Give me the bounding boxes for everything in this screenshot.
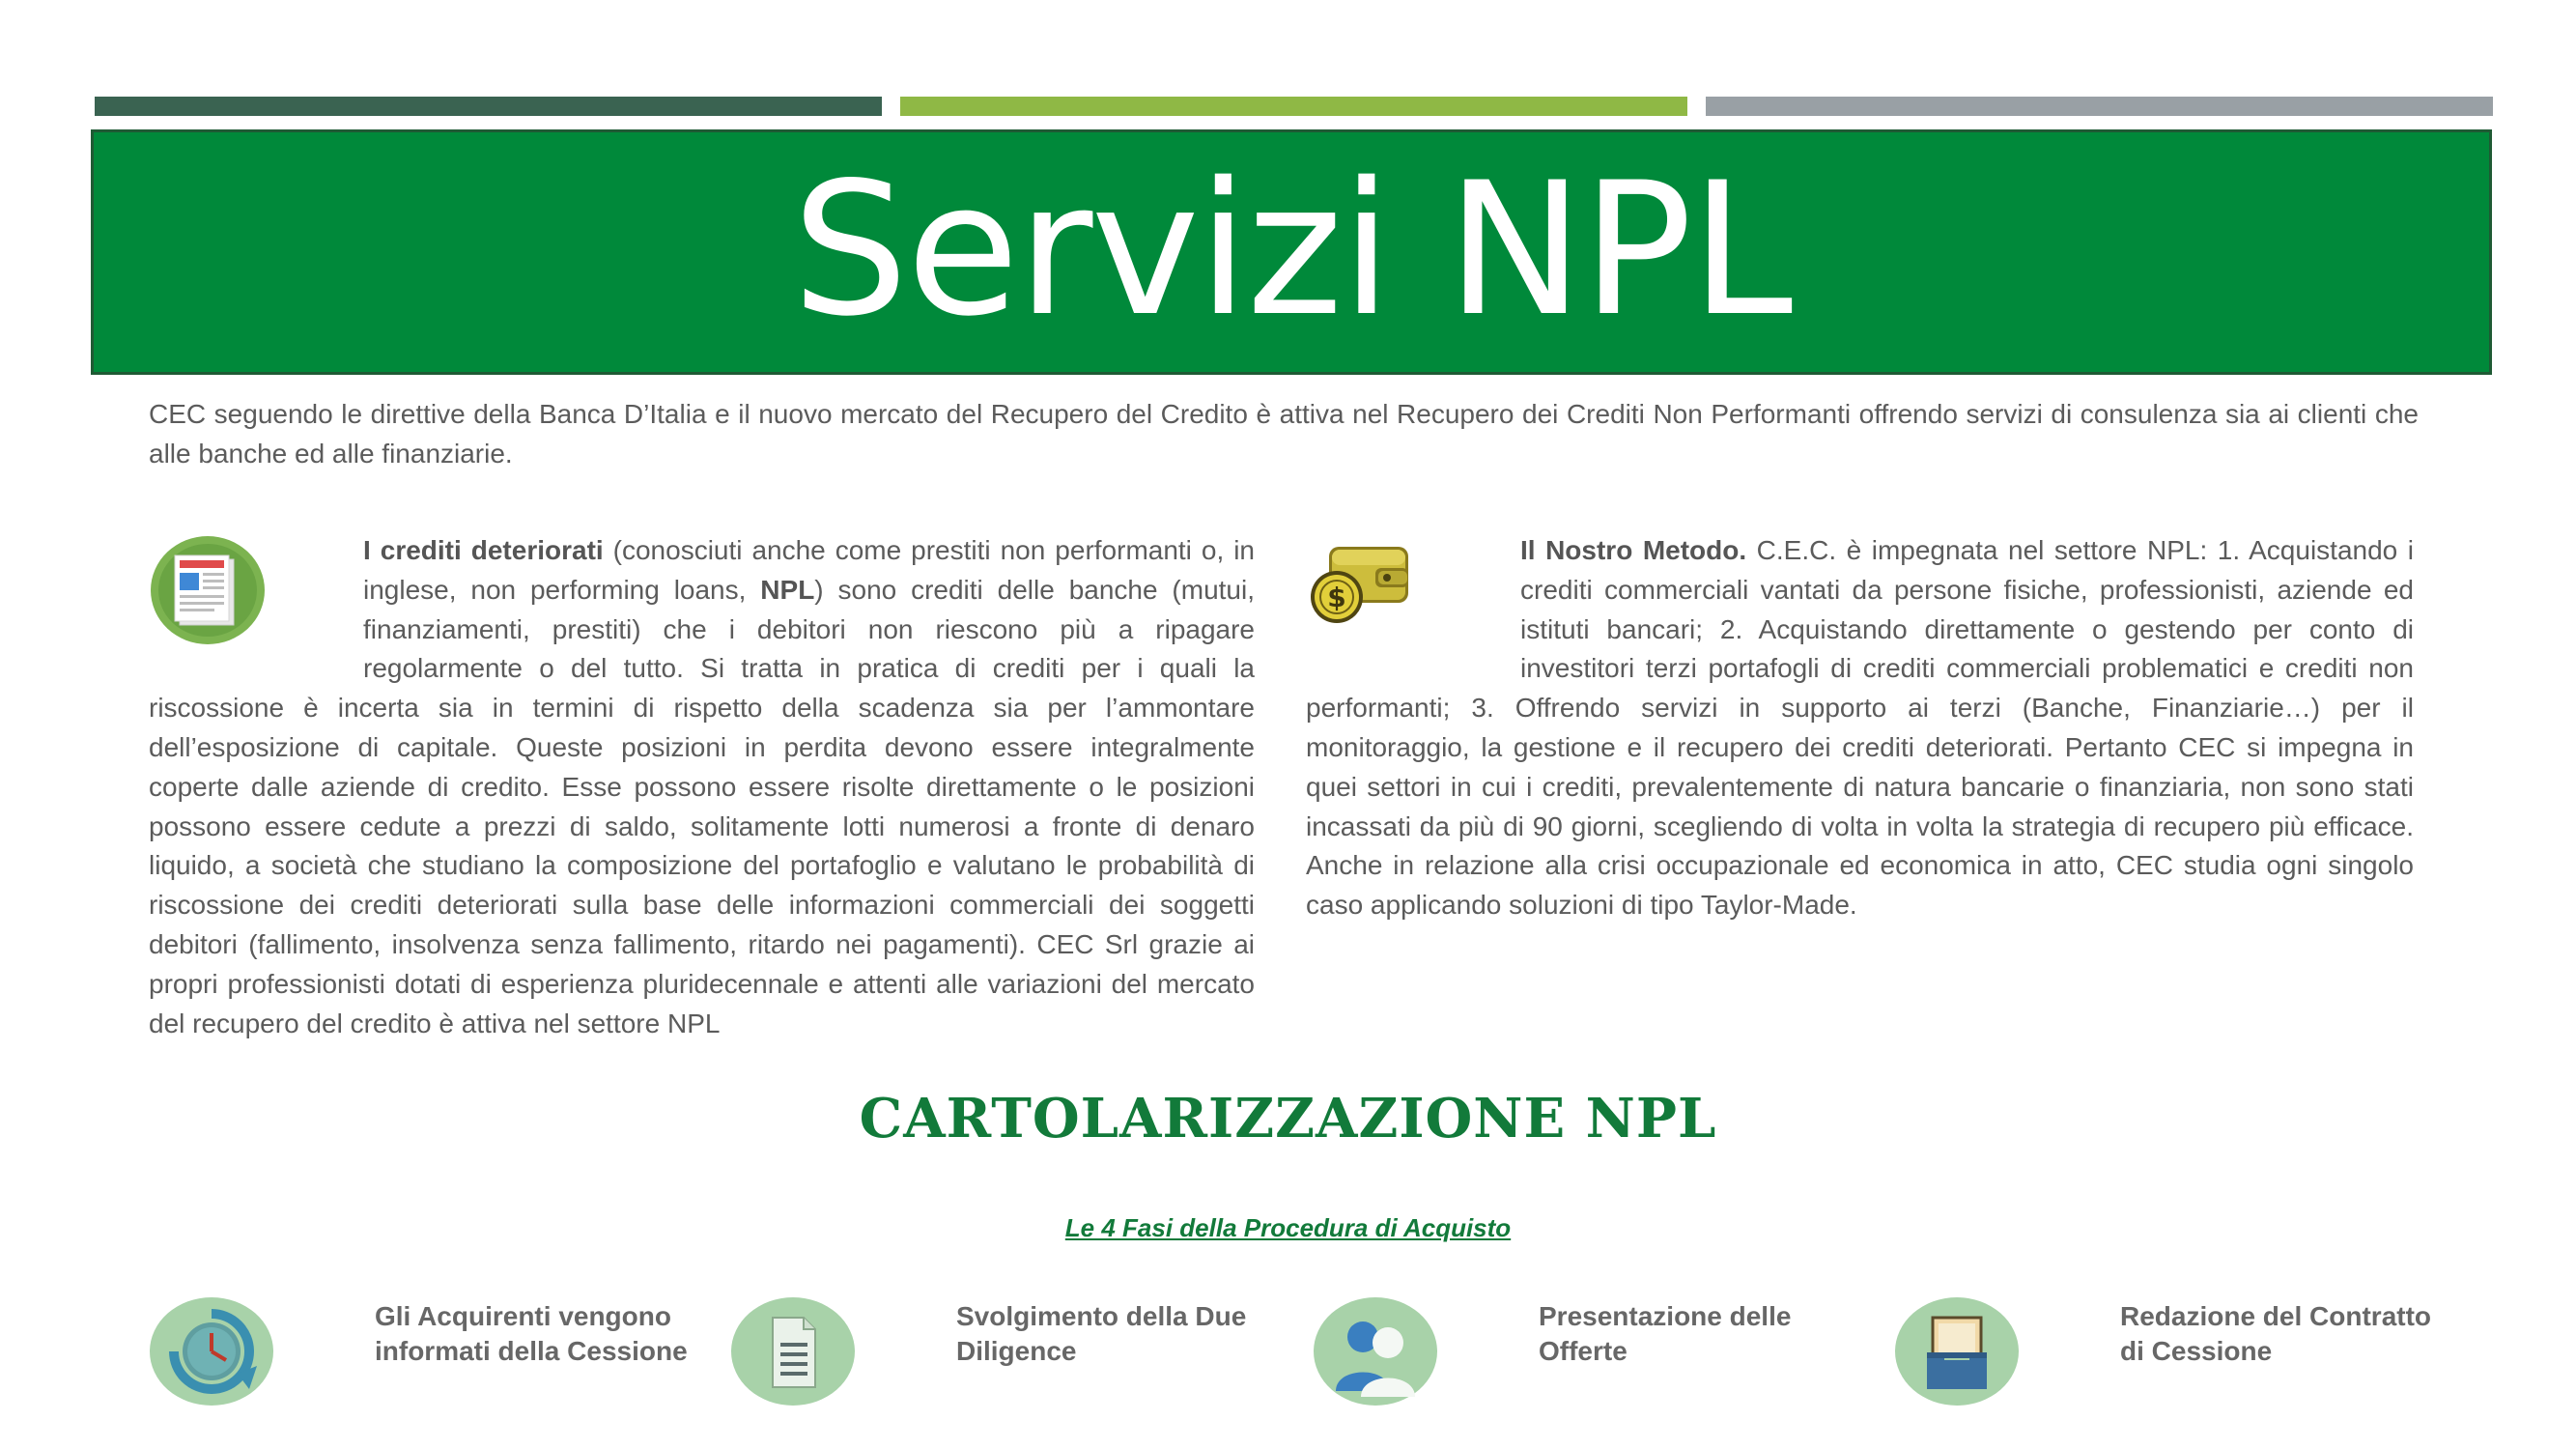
left-text-part2: ) sono crediti delle banche (mutui, finanziamenti, prestiti) che i debitori non riescono più a ripagare regolarmente o del tutto. Si tratta in pratica di crediti per i quali la riscossione è incerta sia in termini di rispetto della scadenza sia per l’ammontare dell’esposizione di capitale. Queste posizioni in perdita devono essere integralmente coperte dalle aziende di credito. Esse possono essere risolte direttamente o le posizioni possono essere cedute a prezzi di saldo, solitamente lotti numerosi a fronte di denaro liquido, a società che studiano la composizione del portafoglio e valutano le probabilità di riscossione dei crediti deteriorati sulla base delle informazioni commerciali dei soggetti debitori (fallimento, insolvenza senza fallimento, ritardo nei pagamenti). CEC Srl grazie ai propri professionisti dotati di esperienza pluridecennale e attenti alle variazioni del mercato del recupero del credito è attiva nel settore NPL xyxy=(149,574,1256,1038)
step-label: Gli Acquirenti vengono informati della Cessione xyxy=(375,1301,688,1366)
accent-bar-light-green xyxy=(900,97,1687,116)
section-subtitle-link[interactable]: Le 4 Fasi della Procedura di Acquisto xyxy=(1064,1213,1512,1242)
newspaper-icon xyxy=(149,534,267,658)
svg-text:$: $ xyxy=(1327,582,1346,613)
document-icon xyxy=(730,1296,856,1407)
left-column-text xyxy=(149,531,1255,1043)
step-label: Presentazione delle Offerte xyxy=(1539,1301,1792,1366)
section-title: CARTOLARIZZAZIONE NPL xyxy=(859,1087,1717,1151)
right-text: C.E.C. è impegnata nel settore NPL: 1. Acquistando i crediti commerciali vantati da persone fisiche, professionisti, aziende ed istituti bancari; 2. Acquistando direttamente o gestendo per conto di investitori terzi portafogli di crediti commerciali problematici e crediti non performanti; 3. Offrendo servizi in supporto ai terzi (Banche, Finanziarie…) per il monitoraggio, la gestione e il recupero dei crediti deteriorati. Pertanto CEC si impegna in quei settori in cui i crediti, prevalentemente di natura bancarie o finanziaria, non sono stati incassati da più di 90 giorni, scegliendo di volta in volta la strategia di recupero più efficace. Anche in relazione alla crisi occupazionale ed economica in atto, CEC studia ogni singolo caso applicando soluzioni di tipo Taylor-Made. xyxy=(1306,535,2414,921)
title-banner xyxy=(91,129,2492,375)
inbox-tray-icon xyxy=(1894,1296,2020,1407)
step-label: Redazione del Contratto di Cessione xyxy=(2120,1301,2432,1366)
page-title: Servizi NPL xyxy=(791,143,1792,356)
lead-bold-crediti: I crediti deteriorati xyxy=(363,535,604,565)
accent-bar-dark-green xyxy=(95,97,882,116)
wallet-money-icon xyxy=(1308,541,1414,639)
left-text-part1: (conosciuti anche come prestiti non performanti o, in inglese, non performing loans, xyxy=(363,535,1255,605)
intro-paragraph: CEC seguendo le direttive della Banca D’Italia e il nuovo mercato del Recupero del Credito è attiva nel Recupero dei Crediti Non Performanti offrendo servizi di consulenza sia ai clienti che alle banche ed alle finanziarie. xyxy=(149,399,2419,469)
clock-refresh-icon xyxy=(149,1296,274,1407)
accent-bar-gray xyxy=(1706,97,2493,116)
users-icon xyxy=(1313,1296,1438,1407)
lead-bold-metodo: Il Nostro Metodo. xyxy=(1520,535,1747,565)
step-label: Svolgimento della Due Diligence xyxy=(956,1301,1247,1366)
right-column-text xyxy=(1306,531,2414,925)
npl-abbreviation: NPL xyxy=(760,574,815,605)
